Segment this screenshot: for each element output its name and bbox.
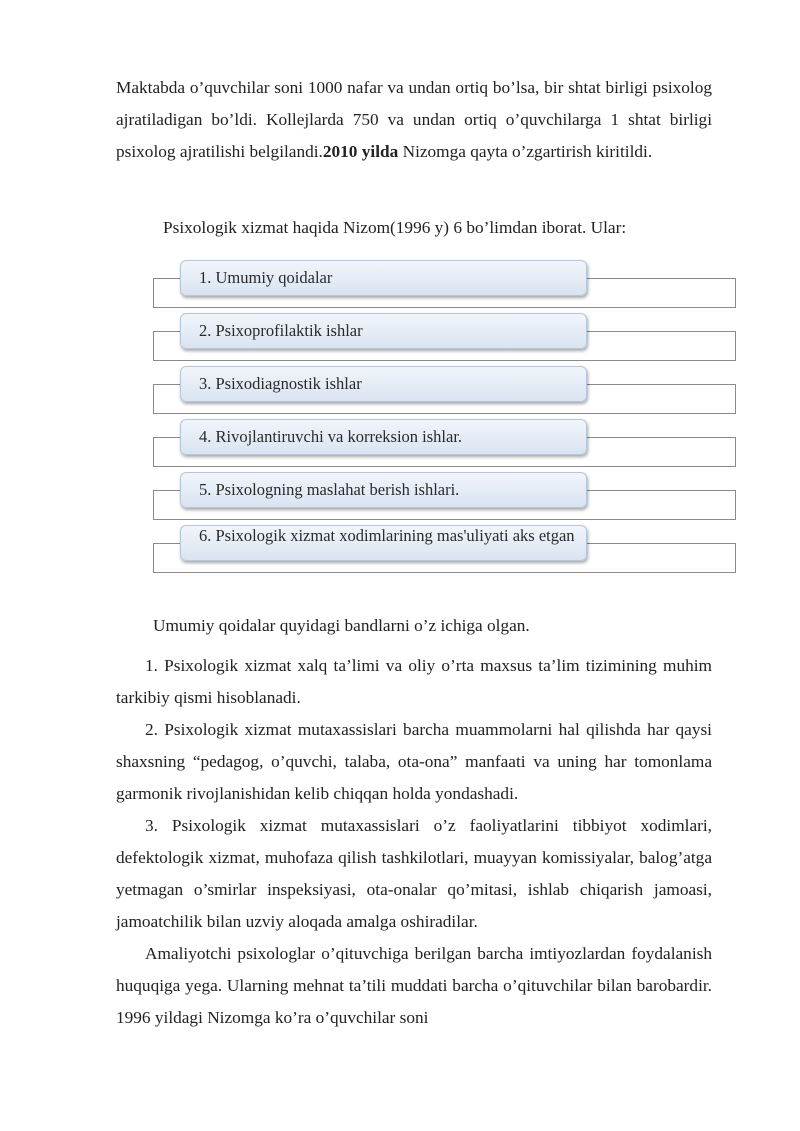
nizom-sections-diagram [150,256,740,576]
rule-item-3: 3. Psixologik xizmat mutaxassislari o’z faoliyatlarini tibbiyot xodimlari, defektologik xizmat, muhofaza qilish tashkilotlari, muayyan komissiyalar, balog’atga yetmagan o’smirlar inspeksiyasi, ota-onalar qo’mitasi, ishlab chiqarish jamoasi, jamoatchilik bilan uzviy aloqada amalga oshiradilar. [116,816,712,931]
diagram-item-2: 2. Psixoprofilaktik ishlar [180,313,587,349]
diagram-item-6: 6. Psixologik xizmat xodimlarining mas'uliyati aks etgan [180,525,587,561]
general-rules-lead: Umumiy qoidalar quyidagi bandlarni o’z ichiga olgan. [153,616,530,635]
diagram-row-1 [150,260,740,320]
rule-item-2: 2. Psixologik xizmat mutaxassislari barcha muammolarni hal qilishda har qaysi shaxsning “pedagog, o’quvchi, talaba, ota-ona” manfaati va uning har tomonlama garmonik rivojlanishidan kelib chiqqan holda yondashadi. [116,720,712,803]
diagram-row-5 [150,472,740,532]
nizom-sections-lead: Psixologik xizmat haqida Nizom(1996 y) 6 bo’limdan iborat. Ular: [163,218,627,237]
diagram-item-4: 4. Rivojlantiruvchi va korreksion ishlar. [180,419,587,455]
diagram-row-2 [150,313,740,373]
rule-item-1: 1. Psixologik xizmat xalq ta’limi va oliy o’rta maxsus ta’lim tizimining muhim tarkibiy qismi hisoblanadi. [116,656,712,707]
diagram-row-6 [150,525,740,585]
closing-paragraph: Amaliyotchi psixologlar o’qituvchiga berilgan barcha imtiyozlardan foydalanish huquqiga yega. Ularning mehnat ta’tili muddati barcha o’qituvchilar bilan barobardir. 1996 yildagi Nizomga ko’ra o’quvchilar soni [116,944,712,1027]
intro-bold-year: 2010 yilda [322,142,399,161]
diagram-row-4 [150,419,740,479]
intro-paragraph [116,72,712,168]
diagram-item-1: 1. Umumiy qoidalar [180,260,587,296]
intro-text-1: Maktabda o’quvchilar soni 1000 nafar va undan ortiq bo’lsa, bir shtat birligi psixolog ajratiladigan bo’ldi. Kollejlarda 750 va undan ortiq o’quvchilarga 1 shtat birligi psixolog ajratilishi belgilandi. [116,78,712,161]
diagram-item-3: 3. Psixodiagnostik ishlar [180,366,587,402]
diagram-row-3 [150,366,740,426]
intro-text-2: Nizomga qayta o’zgartirish kiritildi. [398,142,653,161]
diagram-item-5: 5. Psixologning maslahat berish ishlari. [180,472,587,508]
